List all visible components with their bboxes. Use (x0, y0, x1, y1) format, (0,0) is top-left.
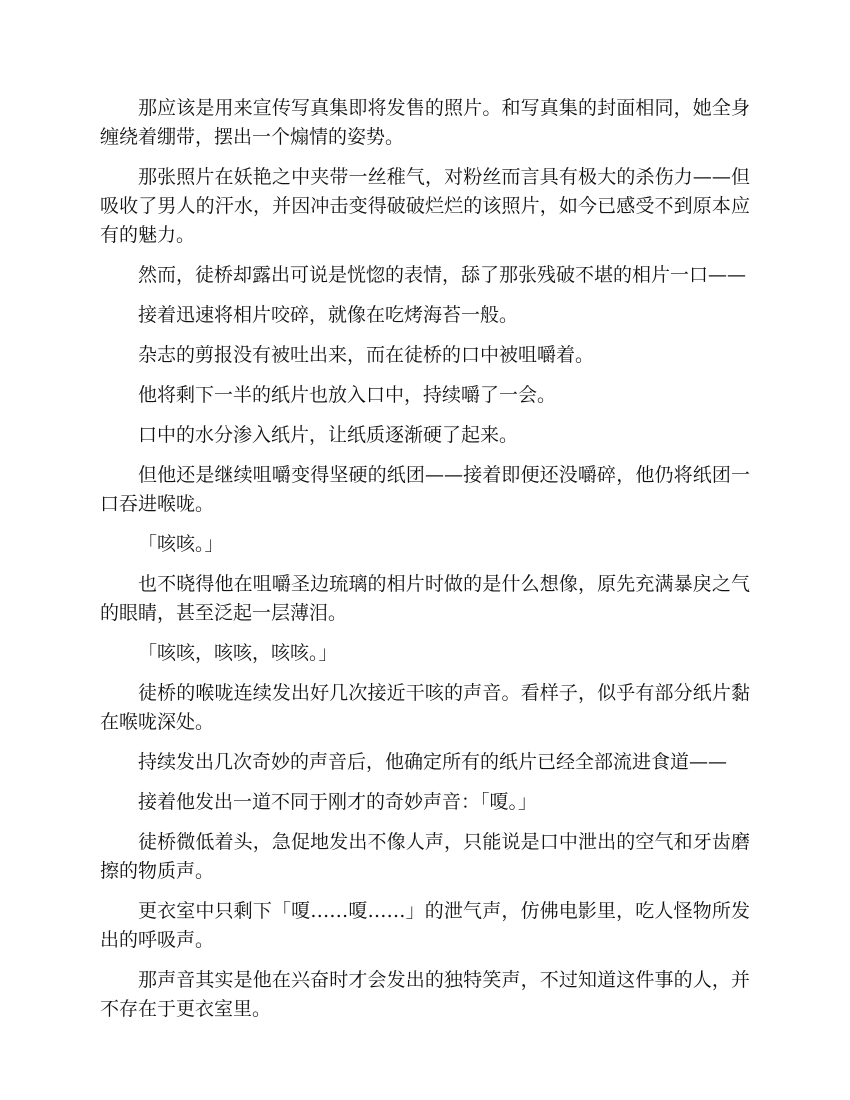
paragraph: 那声音其实是他在兴奋时才会发出的独特笑声，不过知道这件事的人，并不存在于更衣室里。 (100, 969, 750, 1020)
paragraph: 「咳咳。」 (138, 533, 224, 555)
paragraph: 那张照片在妖艳之中夹带一丝稚气，对粉丝而言具有极大的杀伤力——但吸收了男人的汗水，并因冲击变得破破烂烂的该照片，如今已感受不到原本应有的魅力。 (100, 166, 750, 246)
paragraph: 那应该是用来宣传写真集即将发售的照片。和写真集的封面相同，她全身缠绕着绷带，摆出一个煽情的姿势。 (100, 97, 750, 148)
paragraph: 杂志的剪报没有被吐出来，而在徒桥的口中被咀嚼着。 (138, 344, 595, 366)
paragraph: 也不晓得他在咀嚼圣边琉璃的相片时做的是什么想像，原先充满暴戾之气的眼睛，甚至泛起一层薄泪。 (100, 573, 750, 624)
paragraph: 他将剩下一半的纸片也放入口中，持续嚼了一会。 (138, 384, 557, 406)
paragraph: 持续发出几次奇妙的声音后，他确定所有的纸片已经全部流进食道—— (138, 751, 728, 773)
paragraph: 徒桥的喉咙连续发出好几次接近干咳的声音。看样子，似乎有部分纸片黏在喉咙深处。 (100, 682, 750, 733)
paragraph: 「咳咳，咳咳，咳咳。」 (138, 642, 338, 664)
paragraph: 但他还是继续咀嚼变得坚硬的纸团——接着即便还没嚼碎，他仍将纸团一口吞进喉咙。 (100, 464, 750, 515)
paragraph: 更衣室中只剩下「嗄……嗄……」的泄气声，仿佛电影里，吃人怪物所发出的呼吸声。 (100, 900, 750, 951)
paragraph: 徒桥微低着头，急促地发出不像人声，只能说是口中泄出的空气和牙齿磨擦的物质声。 (100, 831, 750, 882)
paragraph: 然而，徒桥却露出可说是恍惚的表情，舔了那张残破不堪的相片一口—— (138, 264, 747, 286)
document-page (100, 94, 750, 1035)
paragraph: 接着他发出一道不同于刚才的奇妙声音：「嗄。」 (138, 791, 538, 813)
paragraph: 口中的水分渗入纸片，让纸质逐渐硬了起来。 (138, 424, 519, 446)
paragraph: 接着迅速将相片咬碎，就像在吃烤海苔一般。 (138, 304, 519, 326)
